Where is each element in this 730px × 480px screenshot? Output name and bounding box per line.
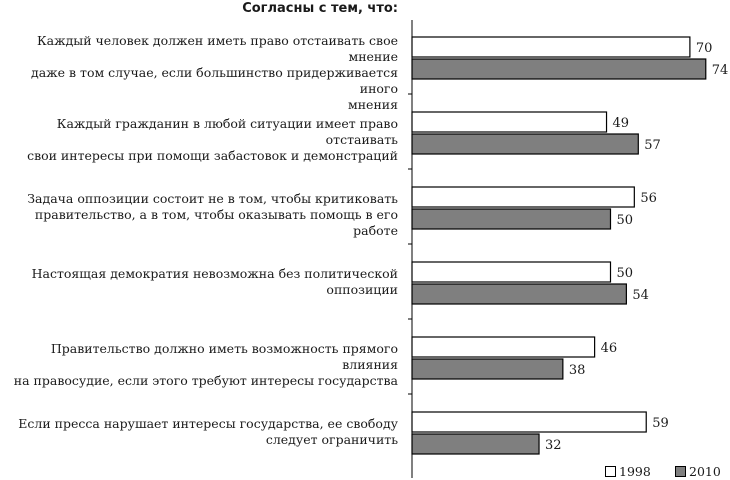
- legend-label-2010: 2010: [689, 464, 721, 479]
- value-label-1998-0: 70: [695, 41, 713, 56]
- bar-2010-1: [412, 134, 638, 154]
- bar-2010-4: [412, 359, 563, 379]
- category-label-line: Если пресса нарушает интересы государства, ее свободу: [18, 416, 398, 431]
- category-label-5: [0, 416, 398, 448]
- category-label-line: на правосудие, если этого требуют интересы государства: [13, 373, 398, 388]
- value-label-2010-5: 32: [545, 438, 562, 453]
- category-label-line: правительство, а в том, чтобы оказывать помощь в его работе: [34, 207, 398, 238]
- legend-swatch-1998: [605, 466, 616, 477]
- value-label-1998-3: 50: [616, 266, 634, 281]
- bar-1998-2: [412, 187, 634, 207]
- bar-2010-5: [412, 434, 539, 454]
- category-label-1: [0, 116, 398, 164]
- legend-label-1998: 1998: [619, 464, 651, 479]
- bar-2010-2: [412, 209, 611, 229]
- category-label-4: [0, 341, 398, 389]
- value-label-2010-3: 54: [632, 288, 649, 303]
- value-label-2010-0: 74: [711, 63, 729, 78]
- category-label-line: Настоящая демократия невозможна без политической: [31, 266, 398, 281]
- bar-1998-3: [412, 262, 611, 282]
- category-label-line: Задача оппозиции состоит не в том, чтобы критиковать: [27, 191, 398, 206]
- value-label-1998-1: 49: [612, 116, 630, 131]
- category-label-line: даже в том случае, если большинство придерживается иного: [31, 65, 398, 96]
- value-label-2010-4: 38: [568, 363, 586, 378]
- bar-1998-5: [412, 412, 646, 432]
- bar-1998-0: [412, 37, 690, 57]
- category-label-3: [0, 266, 398, 298]
- bar-2010-3: [412, 284, 626, 304]
- value-label-2010-2: 50: [616, 213, 634, 228]
- category-label-line: свои интересы при помощи забастовок и демонстраций: [27, 148, 398, 163]
- value-label-1998-4: 46: [600, 341, 618, 356]
- category-label-line: Правительство должно иметь возможность прямого влияния: [50, 341, 398, 372]
- value-label-1998-2: 56: [640, 191, 657, 206]
- category-label-line: следует ограничить: [265, 432, 398, 447]
- chart-title: Согласны с тем, что:: [242, 1, 398, 16]
- legend-swatch-2010: [675, 466, 686, 477]
- bar-2010-0: [412, 59, 706, 79]
- category-label-line: Каждый гражданин в любой ситуации имеет право отстаивать: [56, 116, 398, 147]
- legend-item-1998: [605, 464, 651, 479]
- category-label-0: [0, 33, 398, 113]
- bar-1998-1: [412, 112, 607, 132]
- category-label-line: оппозиции: [326, 282, 398, 297]
- legend-item-2010: [675, 464, 721, 479]
- bar-1998-4: [412, 337, 595, 357]
- category-label-line: Каждый человек должен иметь право отстаивать свое мнение: [36, 33, 398, 64]
- category-label-2: [0, 191, 398, 239]
- value-label-1998-5: 59: [652, 416, 669, 431]
- category-label-line: мнения: [348, 97, 398, 112]
- value-label-2010-1: 57: [644, 138, 661, 153]
